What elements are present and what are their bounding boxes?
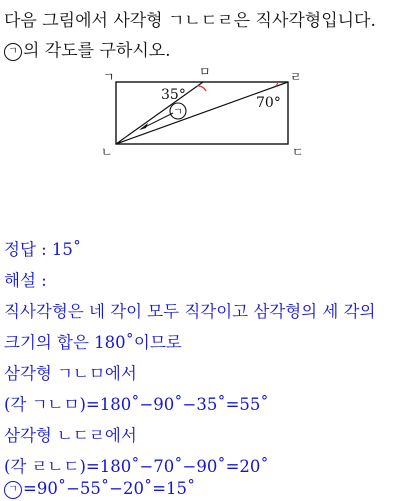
question-line-1: 다음 그림에서 사각형 ㄱㄴㄷㄹ은 직사각형입니다. bbox=[4, 11, 376, 31]
explanation-line-3: 삼각형 ㄱㄴㅁ에서 bbox=[4, 364, 137, 383]
vertex-label-top-left: ㄱ bbox=[103, 70, 115, 84]
vertex-label-top-right: ㄹ bbox=[290, 70, 302, 84]
vertex-label-top-mid: ㅁ bbox=[199, 65, 211, 79]
explanation-title: 해설 : bbox=[4, 271, 47, 290]
segment-n-r bbox=[116, 82, 288, 144]
vertex-label-bottom-right: ㄷ bbox=[292, 145, 304, 159]
question-line-2-text: 의 각도를 구하시오. bbox=[23, 41, 171, 61]
unknown-angle-label: ㄱ bbox=[173, 107, 183, 118]
rectangle-figure bbox=[98, 64, 308, 164]
vertex-label-bottom-left: ㄴ bbox=[101, 145, 113, 159]
explanation-line-6: (각 ㄹㄴㄷ)=180˚−70˚−90˚=20˚ bbox=[4, 457, 269, 476]
explanation-line-5: 삼각형 ㄴㄷㄹ에서 bbox=[4, 426, 137, 445]
explanation-line-7-text: =90˚−55˚−20˚=15˚ bbox=[23, 479, 196, 498]
explanation-line-7 bbox=[4, 479, 195, 499]
explanation-line-2: 크기의 합은 180˚이므로 bbox=[4, 333, 182, 352]
segment-n-m bbox=[116, 82, 203, 144]
circled-marker: ㄱ bbox=[4, 43, 22, 61]
question-line-2 bbox=[4, 36, 171, 61]
angle-label-70: 70° bbox=[256, 95, 281, 111]
angle-arc-35 bbox=[197, 86, 206, 91]
angle-label-35: 35° bbox=[161, 87, 186, 103]
answer-label: 정답 : 15˚ bbox=[4, 240, 82, 259]
explanation-line-1: 직사각형은 네 각이 모두 직각이고 삼각형의 세 각의 bbox=[4, 302, 376, 321]
explanation-line-4: (각 ㄱㄴㅁ)=180˚−90˚−35˚=55˚ bbox=[4, 395, 269, 414]
circled-marker-answer: ㄱ bbox=[4, 481, 22, 499]
